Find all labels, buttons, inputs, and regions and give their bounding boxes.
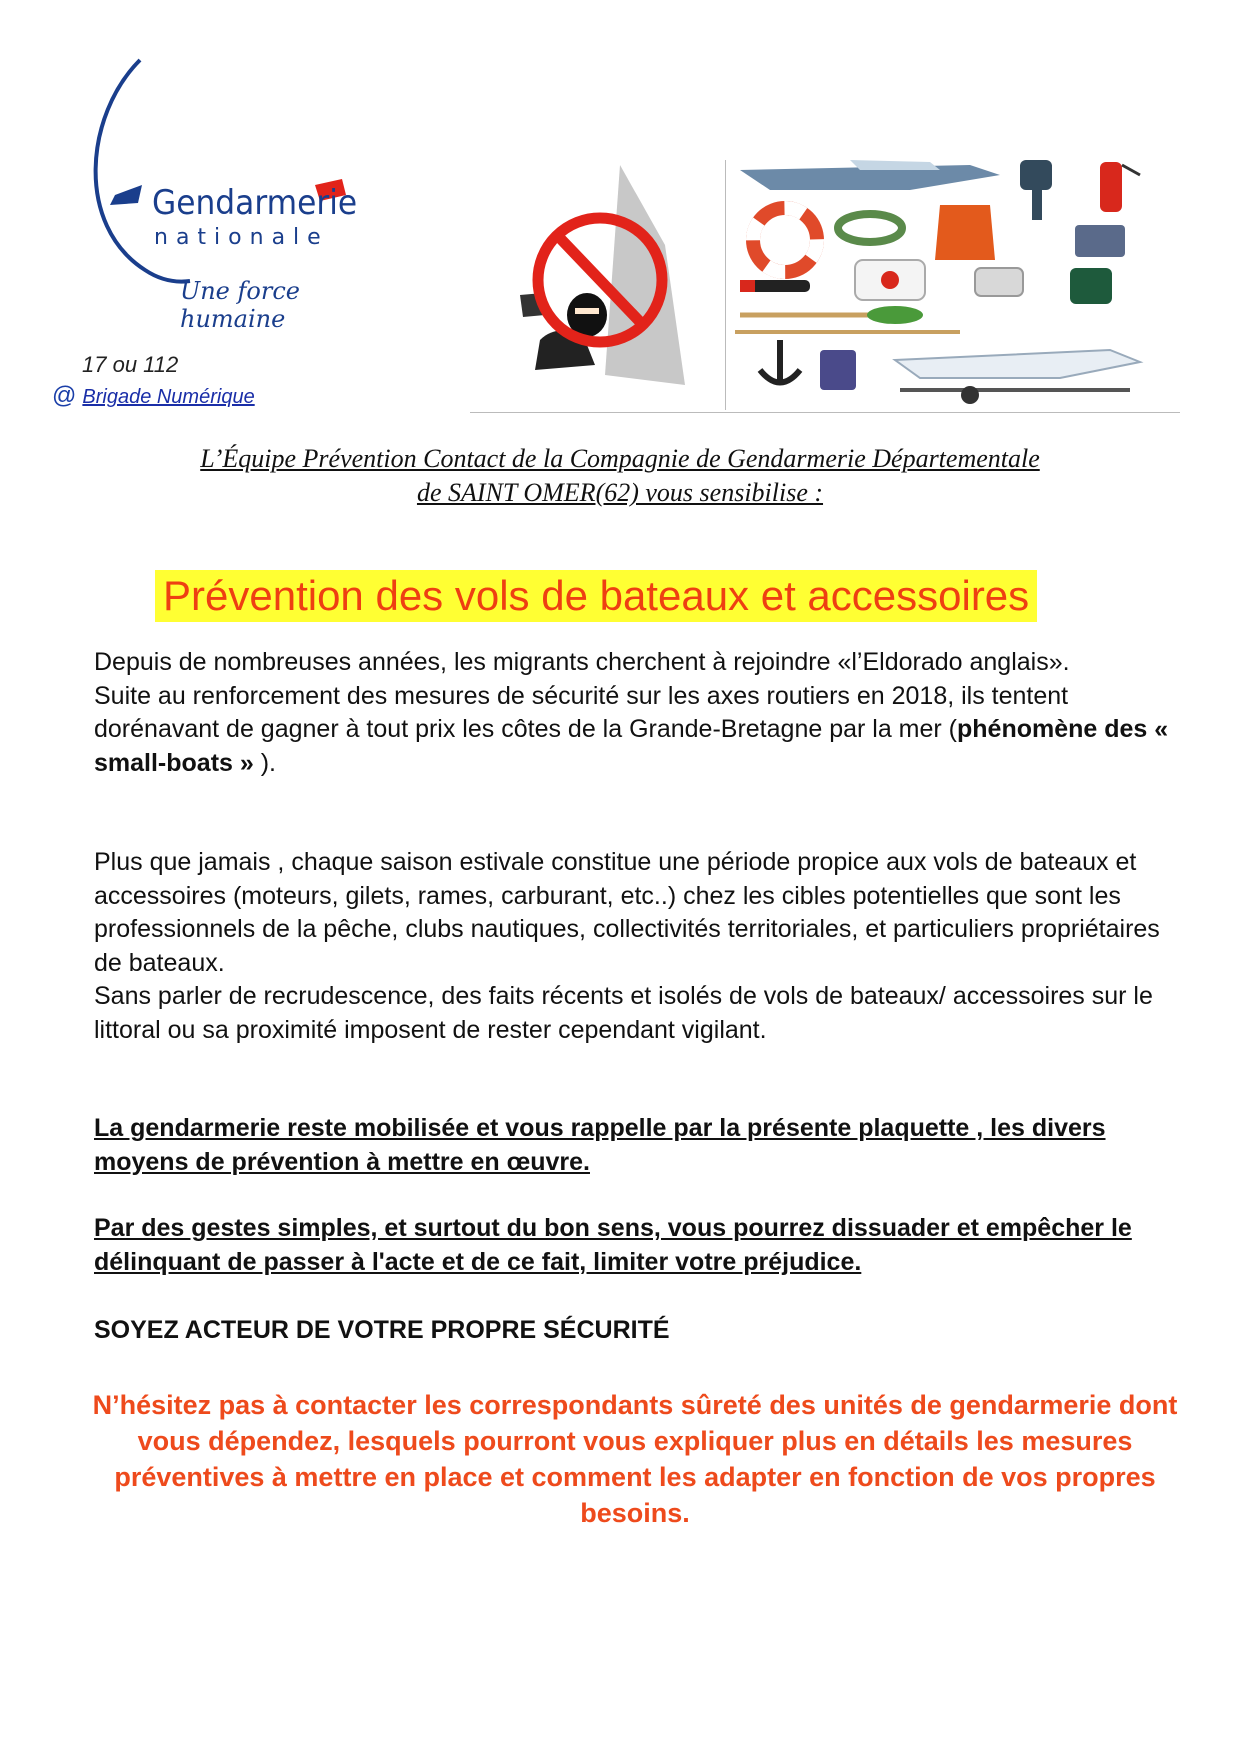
intro-heading: [0, 442, 1240, 510]
brigade-contact: [52, 382, 255, 410]
intro-line-2: de SAINT OMER(62) vous sensibilise :: [416, 478, 824, 507]
fire-extinguisher-icon: [1100, 162, 1140, 212]
trailer-boat-icon: [895, 350, 1140, 404]
bag-icon: [1070, 268, 1112, 304]
paddle-icon: [740, 306, 923, 324]
no-theft-illustration: [515, 165, 695, 395]
at-icon: @: [52, 382, 77, 409]
paragraph-context: [94, 646, 1184, 780]
horizontal-divider: [470, 412, 1180, 413]
emergency-numbers: 17 ou 112: [82, 352, 179, 377]
paragraph-context-text-2: Suite au renforcement des mesures de sécurité sur les axes routiers en 2018, ils tentent dorénavant de gagner à tout prix les côtes de la Grande-Bretagne par la mer (: [94, 681, 1069, 743]
brigade-numerique-link[interactable]: Brigade Numérique: [82, 386, 255, 408]
sail-shape: [605, 165, 685, 385]
lifebuoy-icon: [753, 208, 817, 272]
first-aid-kit-icon: [855, 260, 925, 300]
outboard-motor-icon: [1020, 160, 1052, 220]
contact-note: N’hésitez pas à contacter les correspondants sûreté des unités de gendarmerie dont vous dépendez, lesquels pourront vous expliquer plus en détails les mesures préventives à mettre en place et comment les adapter en fonction de vos propres besoins.: [92, 1390, 1178, 1528]
boat-equipment-illustrations: [730, 150, 1170, 410]
life-jacket-icon: [935, 205, 995, 260]
small-boats-phrase: phénomène des « small-boats »: [94, 715, 1169, 777]
logo-subtitle: nationale: [154, 225, 329, 250]
security-slogan: SOYEZ ACTEUR DE VOTRE PROPRE SÉCURITÉ: [94, 1316, 670, 1344]
page-title: Prévention des vols de bateaux et accessoires: [155, 570, 1037, 622]
paragraph-risk-text-1: Plus que jamais , chaque saison estivale constitue une période propice aux vols de bateaux et accessoires (moteurs, gilets, rames, carburant, etc..) chez les cibles potentielles que sont les professionnels de la pêche, clubs nautiques, collectivités territoriales, et particuliers propriétaires de bateaux.: [94, 848, 1160, 977]
bilge-pump-icon: [975, 268, 1023, 296]
toolbox-icon: [1075, 225, 1125, 257]
speedboat-icon: [740, 160, 1000, 190]
vertical-divider: [725, 160, 726, 410]
paragraph-context-text-3: ).: [253, 748, 276, 777]
paragraph-risk-text-2: Sans parler de recrudescence, des faits récents et isolés de vols de bateaux/ accessoires sur le littoral ou sa proximité imposent de rester cependant vigilant.: [94, 982, 1153, 1044]
paragraph-context-text-1: Depuis de nombreuses années, les migrants cherchent à rejoindre «l’Eldorado anglais».: [94, 648, 1070, 676]
rope-icon: [838, 214, 902, 242]
paragraph-risk: [94, 846, 1184, 1047]
intro-line-1: L’Équipe Prévention Contact de la Compagnie de Gendarmerie Départementale: [200, 444, 1040, 473]
fuel-can-icon: [820, 350, 856, 390]
logo-name: Gendarmerie: [152, 183, 358, 223]
logo-motto: Une force humaine: [180, 277, 300, 333]
gendarmerie-logo: [80, 55, 410, 333]
anchor-icon: [760, 340, 800, 385]
flashlight-icon: [740, 280, 810, 292]
paragraph-mobilisation: La gendarmerie reste mobilisée et vous rappelle par la présente plaquette , les divers moyens de prévention à mettre en œuvre.: [94, 1114, 1106, 1176]
paragraph-simple-gestures: Par des gestes simples, et surtout du bon sens, vous pourrez dissuader et empêcher le délinquant de passer à l'acte et de ce fait, limiter votre préjudice.: [94, 1214, 1132, 1276]
